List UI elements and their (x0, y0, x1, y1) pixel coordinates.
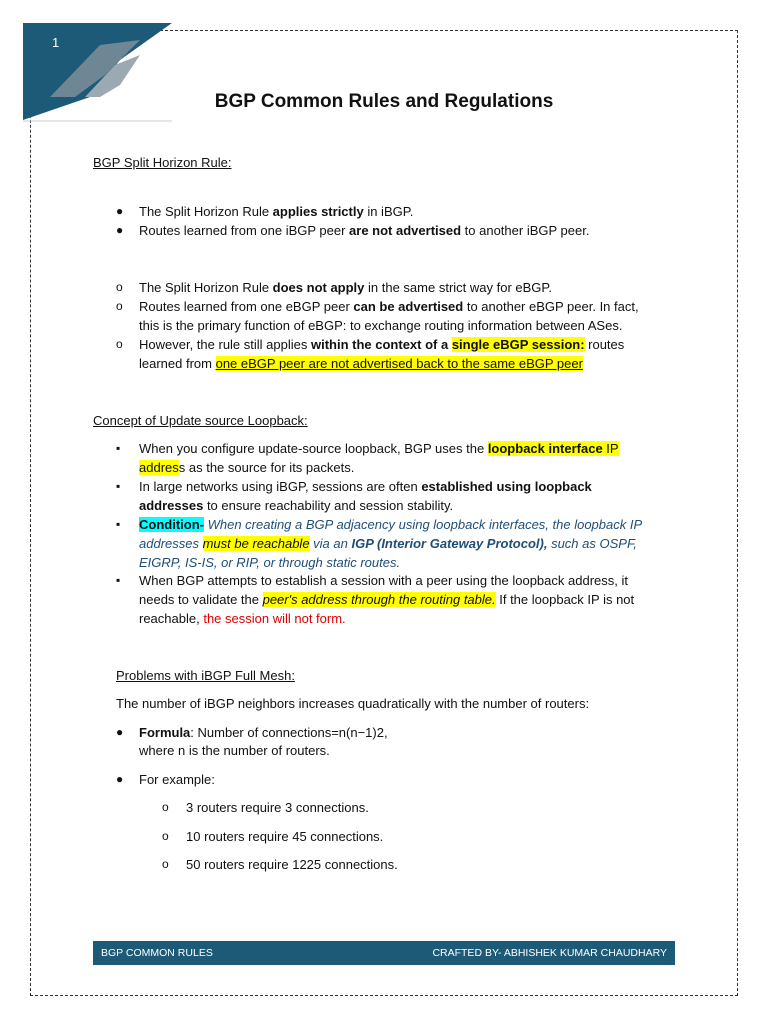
list-item: When you configure update-source loopback, BGP uses the loopback interface IP (139, 441, 619, 456)
page-title: BGP Common Rules and Regulations (214, 91, 554, 112)
list-item: However, the rule still applies within the context of a single eBGP session: routes (139, 337, 625, 352)
bullet-square-icon: ▪ (116, 573, 121, 587)
bullet-dot-icon: ● (116, 223, 124, 237)
page-number: 1 (52, 35, 60, 50)
section-heading-full-mesh: Problems with iBGP Full Mesh: (116, 668, 295, 683)
list-item: Routes learned from one iBGP peer are not advertised to another iBGP peer. (139, 223, 590, 238)
bullet-dot-icon: ● (116, 204, 124, 218)
list-item-continuation: addresses must be reachable via an IGP (Interior Gateway Protocol), such as OSPF, (139, 536, 637, 551)
bullet-dot-icon: ● (116, 725, 124, 739)
list-item: For example: (139, 772, 215, 787)
list-item: The Split Horizon Rule applies strictly in iBGP. (139, 204, 414, 219)
list-item-continuation: this is the primary function of eBGP: to exchange routing information between ASes. (139, 318, 623, 333)
section-heading-update-source: Concept of Update source Loopback: (93, 413, 308, 428)
bullet-circle-icon: o (162, 829, 169, 843)
list-item-continuation: EIGRP, IS-IS, or RIP, or through static routes. (139, 555, 401, 570)
list-item: Condition- When creating a BGP adjacency using loopback interfaces, the loopback IP (139, 517, 643, 532)
list-item-continuation: address as the source for its packets. (139, 460, 355, 475)
bullet-circle-icon: o (116, 299, 123, 313)
bullet-square-icon: ▪ (116, 441, 121, 455)
list-item: 50 routers require 1225 connections. (186, 857, 398, 872)
bullet-circle-icon: o (116, 337, 123, 351)
bullet-circle-icon: o (162, 800, 169, 814)
list-item: 10 routers require 45 connections. (186, 829, 384, 844)
bullet-square-icon: ▪ (116, 517, 121, 531)
list-item: Routes learned from one eBGP peer can be advertised to another eBGP peer. In fact, (139, 299, 639, 314)
list-item-continuation: addresses to ensure reachability and session stability. (139, 498, 454, 513)
bullet-dot-icon: ● (116, 772, 124, 786)
list-item: Formula: Number of connections=n(n−1)2, (139, 725, 388, 740)
page-footer (93, 941, 675, 965)
list-item: 3 routers require 3 connections. (186, 800, 369, 815)
bullet-square-icon: ▪ (116, 479, 121, 493)
bullet-circle-icon: o (162, 857, 169, 871)
list-item-continuation: learned from one eBGP peer are not advertised back to the same eBGP peer (139, 356, 583, 371)
list-item-continuation: where n is the number of routers. (139, 743, 330, 758)
footer-right-text: CRAFTED BY- ABHISHEK KUMAR CHAUDHARY (432, 947, 667, 959)
section-intro: The number of iBGP neighbors increases quadratically with the number of routers: (116, 696, 590, 711)
list-item: In large networks using iBGP, sessions are often established using loopback (139, 479, 592, 494)
list-item-continuation: reachable, the session will not form. (139, 611, 346, 626)
list-item: The Split Horizon Rule does not apply in the same strict way for eBGP. (139, 280, 553, 295)
section-heading-split-horizon: BGP Split Horizon Rule: (93, 155, 232, 170)
list-item: When BGP attempts to establish a session with a peer using the loopback address, it (139, 573, 628, 588)
footer-left-text: BGP COMMON RULES (101, 947, 213, 959)
list-item-continuation: needs to validate the peer's address through the routing table. If the loopback IP is not (139, 592, 635, 607)
bullet-circle-icon: o (116, 280, 123, 294)
